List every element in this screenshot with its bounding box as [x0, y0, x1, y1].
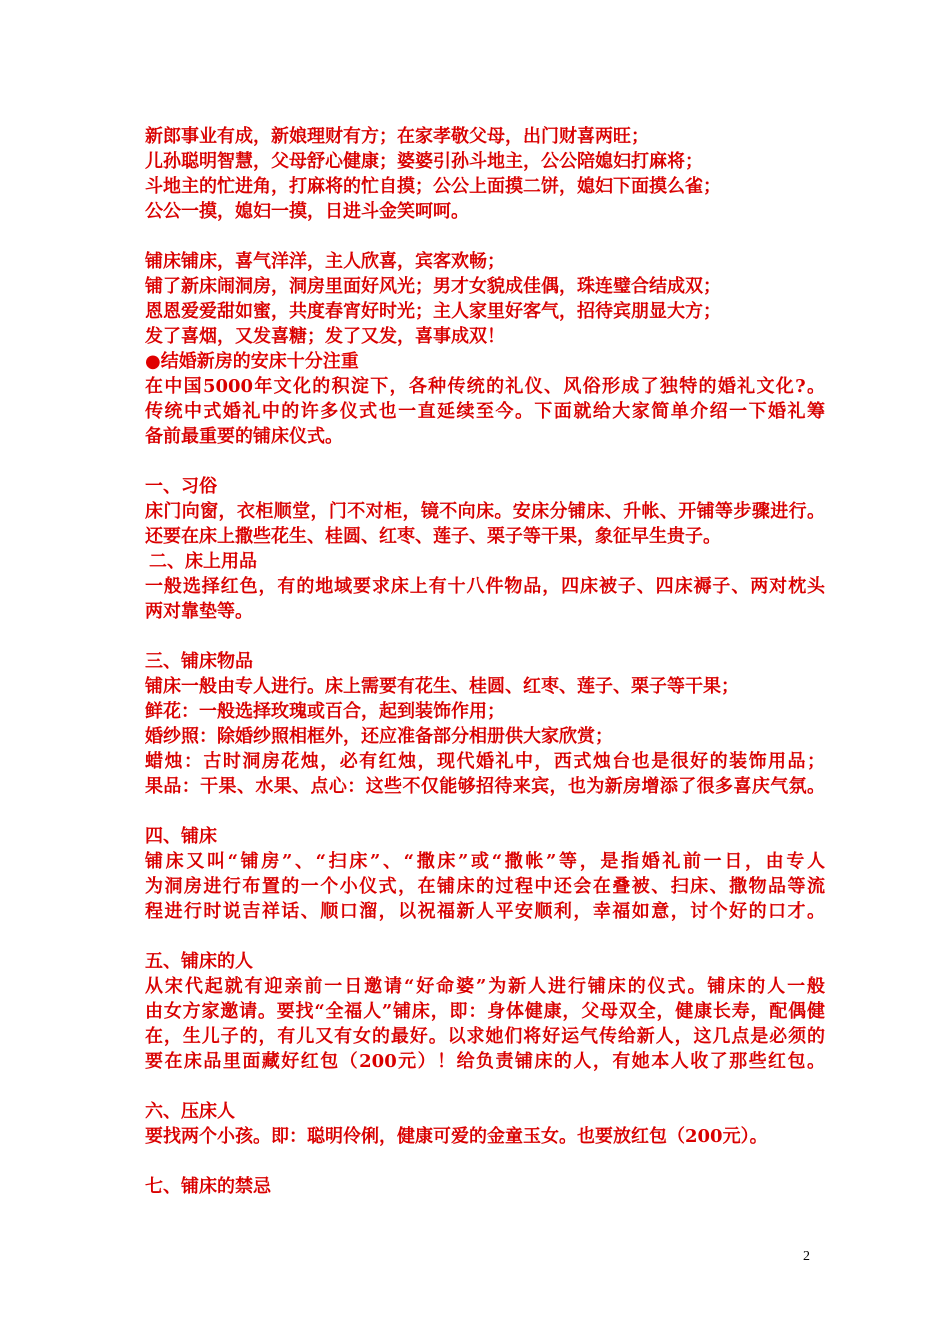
text-line: 在中国5000年文化的积淀下，各种传统的礼仪、风俗形成了独特的婚礼文化?。 [145, 376, 825, 397]
blank-line [145, 924, 825, 949]
text-line: 蜡烛：古时洞房花烛，必有红烛，现代婚礼中，西式烛台也是很好的装饰用品； [145, 751, 825, 772]
section-heading: 一、习俗 [145, 476, 217, 497]
text-line: 公公一摸，媳妇一摸，日进斗金笑呵呵。 [145, 201, 469, 222]
text-line: 儿孙聪明智慧，父母舒心健康；婆婆引孙斗地主，公公陪媳妇打麻将； [145, 151, 703, 172]
text-line: 床门向窗，衣柜顺堂，门不对柜，镜不向床。安床分铺床、升帐、开铺等步骤进行。 [145, 501, 825, 522]
text-line: 由女方家邀请。要找“全福人”铺床，即：身体健康，父母双全，健康长寿，配偶健 [145, 1001, 825, 1022]
text-line: 婚纱照：除婚纱照相框外，还应准备部分相册供大家欣赏； [145, 726, 613, 747]
section-heading: 七、铺床的禁忌 [145, 1176, 271, 1197]
section-heading: 六、压床人 [145, 1101, 235, 1122]
text-line: 程进行时说吉祥话、顺口溜，以祝福新人平安顺利，幸福如意，讨个好的口才。 [145, 901, 825, 922]
text-line: 新郎事业有成，新娘理财有方；在家孝敬父母，出门财喜两旺； [145, 126, 649, 147]
text-line: 鲜花：一般选择玫瑰或百合，起到装饰作用； [145, 701, 505, 722]
text-line: 在，生儿子的，有儿又有女的最好。以求她们将好运气传给新人，这几点是必须的 [145, 1026, 825, 1047]
blank-line [145, 224, 825, 249]
text-line: 铺床铺床，喜气洋洋，主人欣喜，宾客欢畅； [145, 251, 505, 272]
blank-line [145, 624, 825, 649]
section-heading: 四、铺床 [145, 826, 217, 847]
text-line: 要找两个小孩。即：聪明伶俐，健康可爱的金童玉女。也要放红包（200元）。 [145, 1126, 768, 1147]
text-line: 发了喜烟，又发喜糖；发了又发，喜事成双！ [145, 326, 505, 347]
text-line: 两对靠垫等。 [145, 601, 253, 622]
blank-line [145, 1074, 825, 1099]
text-line: 要在床品里面藏好红包（200元）！给负责铺床的人，有她本人收了那些红包。 [145, 1051, 825, 1072]
section-heading: 二、床上用品 [149, 551, 257, 572]
text-line: 还要在床上撒些花生、桂圆、红枣、莲子、栗子等干果，象征早生贵子。 [145, 526, 721, 547]
section-heading-bullet: ●结婚新房的安床十分注重 [145, 351, 359, 372]
text-line: 为洞房进行布置的一个小仪式，在铺床的过程中还会在叠被、扫床、撒物品等流 [145, 876, 825, 897]
text-line: 恩恩爱爱甜如蜜，共度春宵好时光；主人家里好客气，招待宾朋显大方； [145, 301, 721, 322]
blank-line [145, 799, 825, 824]
text-line: 铺床又叫“铺房”、“扫床”、“撒床”或“撒帐”等，是指婚礼前一日，由专人 [145, 851, 825, 872]
text-line: 斗地主的忙进角，打麻将的忙自摸；公公上面摸二饼，媳妇下面摸么雀； [145, 176, 721, 197]
text-line: 铺了新床闹洞房，洞房里面好风光；男才女貌成佳偶，珠连璧合结成双； [145, 276, 721, 297]
text-line: 一般选择红色，有的地域要求床上有十八件物品，四床被子、四床褥子、两对枕头 [145, 576, 825, 597]
blank-line [145, 449, 825, 474]
section-heading: 三、铺床物品 [145, 651, 253, 672]
text-line: 备前最重要的铺床仪式。 [145, 426, 343, 447]
text-line: 果品：干果、水果、点心：这些不仅能够招待来宾，也为新房增添了很多喜庆气氛。 [145, 776, 825, 797]
section-heading: 五、铺床的人 [145, 951, 253, 972]
text-line: 铺床一般由专人进行。床上需要有花生、桂圆、红枣、莲子、栗子等干果； [145, 676, 739, 697]
document-body [145, 124, 825, 1199]
text-line: 从宋代起就有迎亲前一日邀请“好命婆”为新人进行铺床的仪式。铺床的人一般 [145, 976, 825, 997]
blank-line [145, 1149, 825, 1174]
page-number: 2 [803, 1249, 810, 1264]
text-line: 传统中式婚礼中的许多仪式也一直延续至今。下面就给大家简单介绍一下婚礼筹 [145, 401, 825, 422]
